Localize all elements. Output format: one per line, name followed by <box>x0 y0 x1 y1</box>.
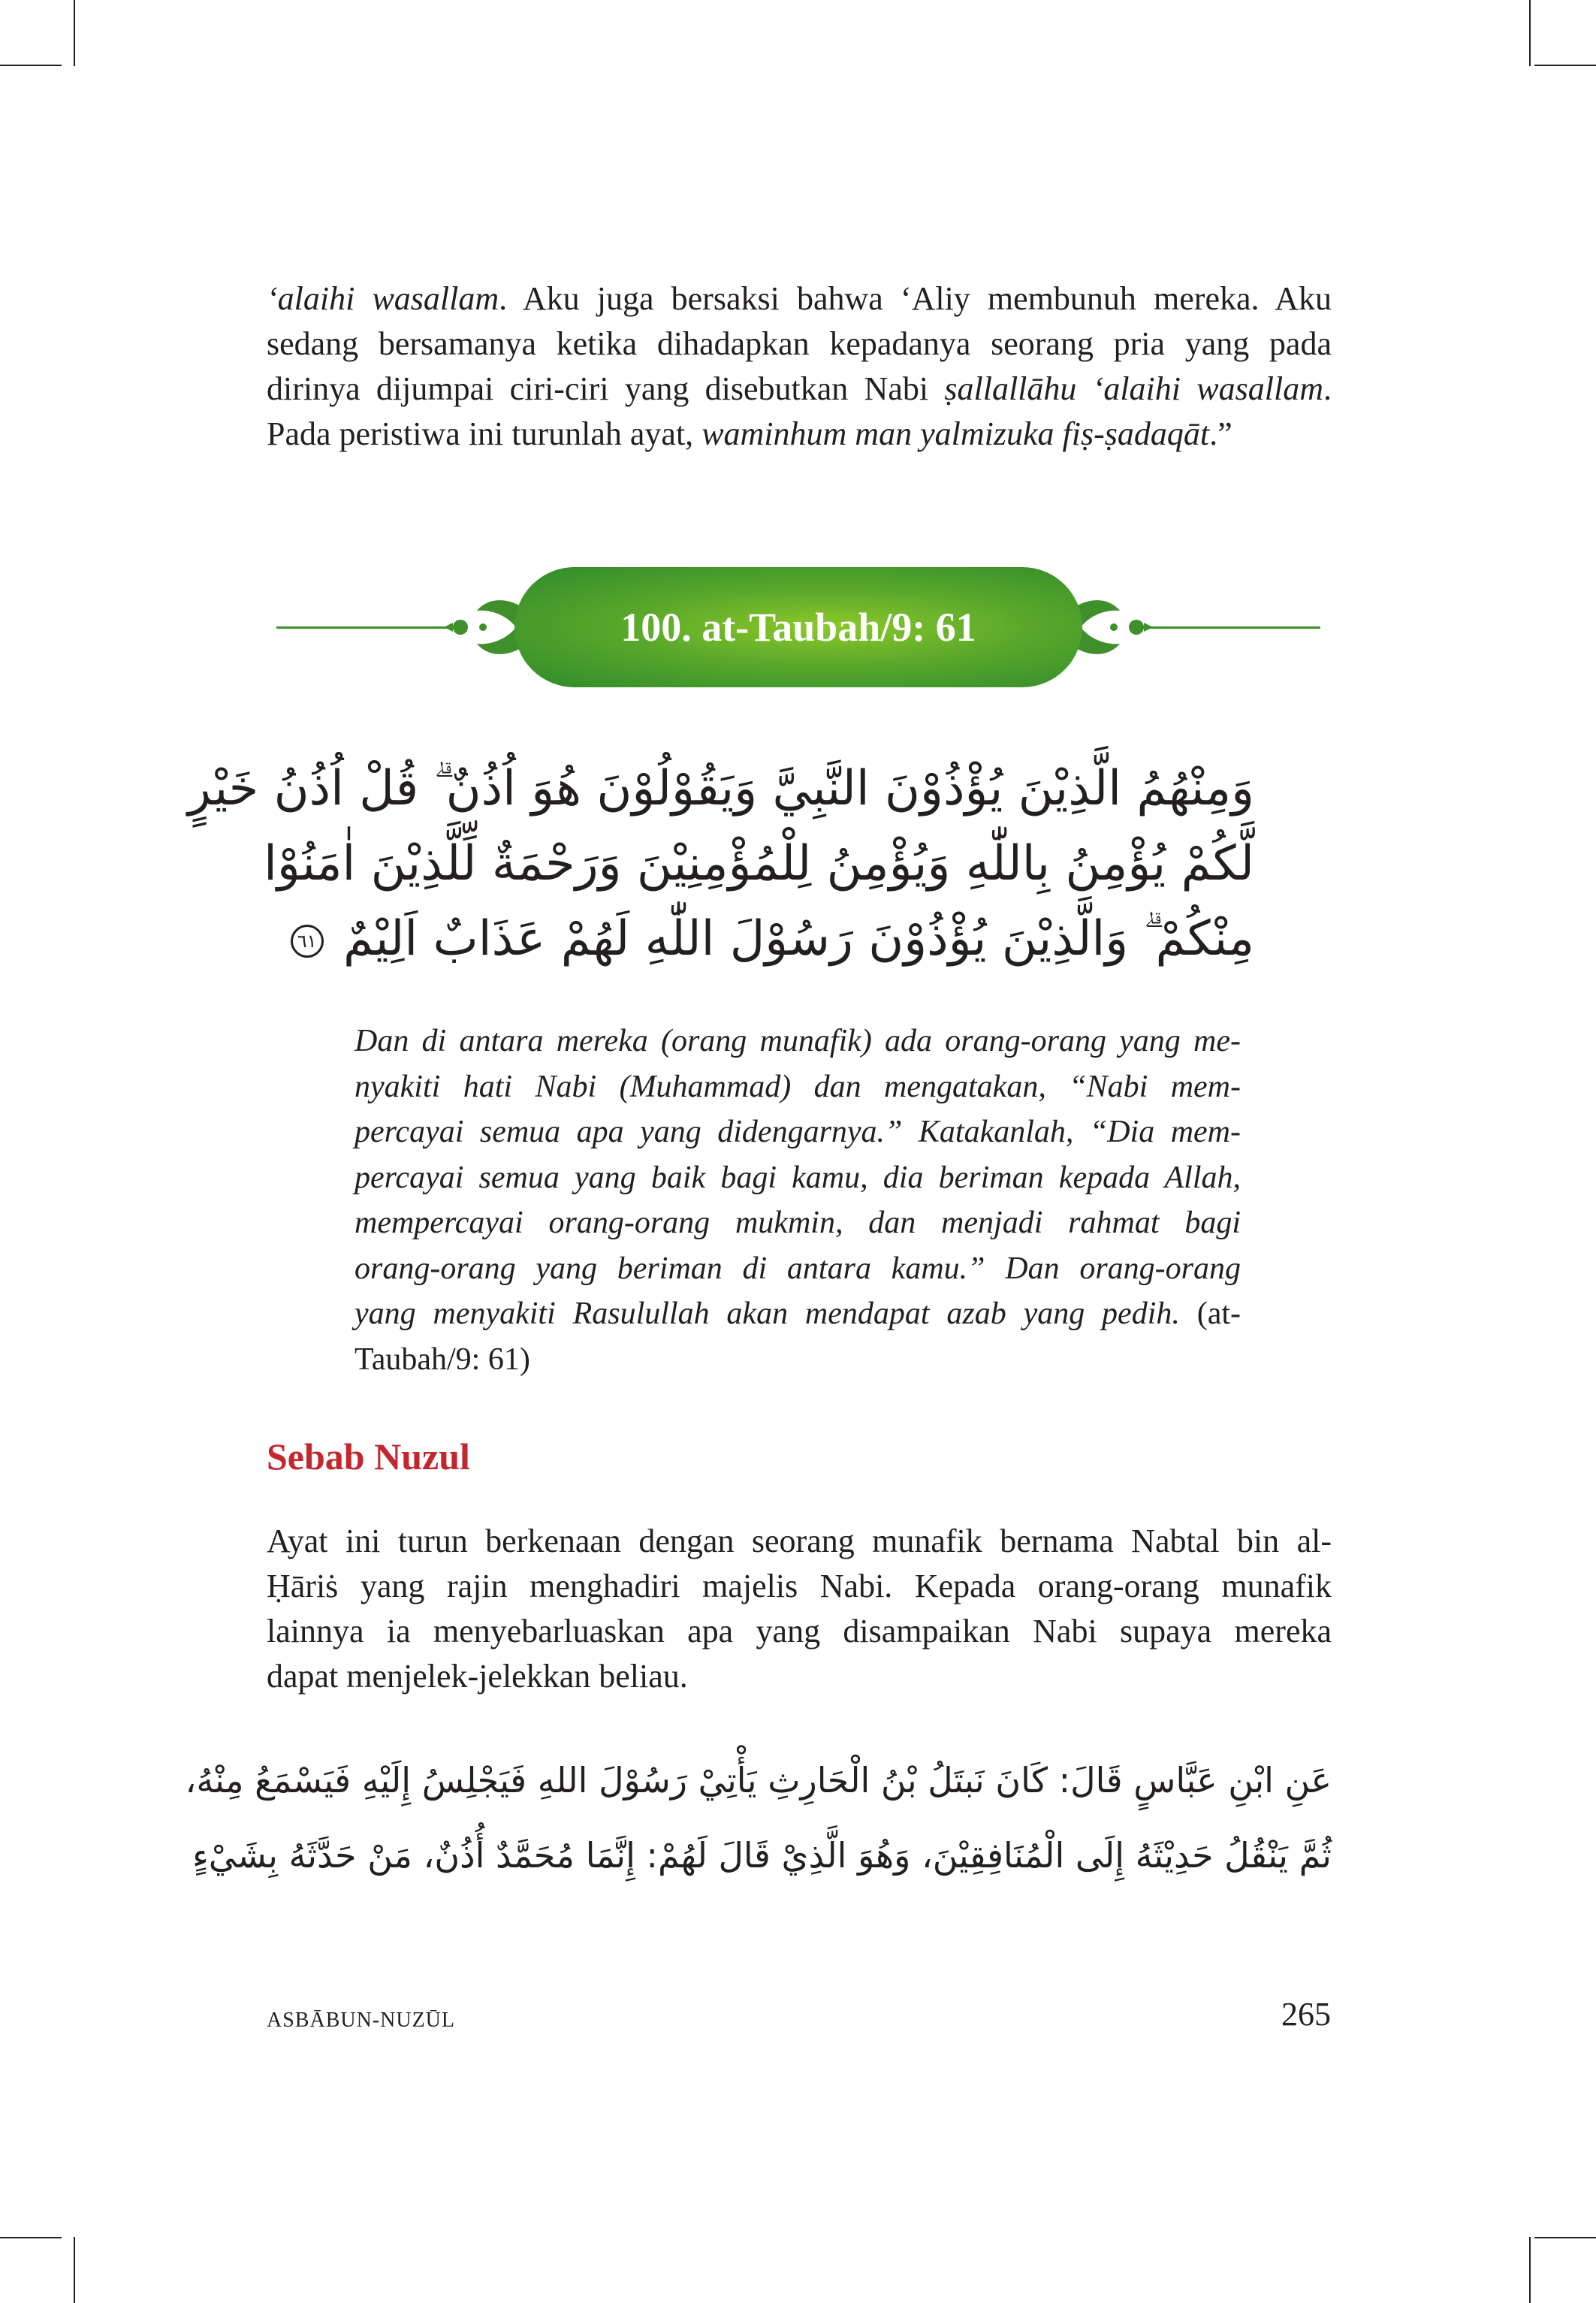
banner-rule-right <box>1133 626 1320 629</box>
crop-mark-bottom-right <box>1529 2237 1531 2303</box>
intro-line <box>267 367 1332 412</box>
quran-verse-line: لَّكُمْ يُؤْمِنُ بِاللّٰهِ وَيُؤْمِنُ لِلْمُؤْمِنِيْنَ وَرَحْمَةٌ لِّلَّذِيْنَ اٰمَنُوْا <box>264 836 1254 892</box>
body-line: Ayat ini turun berkenaan dengan seorang munafik bernama Nabtal bin al- <box>267 1523 1332 1559</box>
verse-reference: Taubah/9: 61) <box>354 1342 530 1377</box>
quran-verse-text: مِنْكُمْ ۗ وَالَّذِيْنَ يُؤْذُوْنَ رَسُوْلَ اللّٰهِ لَهُمْ عَذَابٌ اَلِيْمٌ <box>343 911 1254 967</box>
crop-mark-top-right <box>1529 0 1531 66</box>
crop-mark-bottom-right <box>1534 2237 1596 2238</box>
body-line: Ḥāriṡ yang rajin menghadiri majelis Nabi. Kepada orang-orang munafik <box>267 1568 1332 1604</box>
translation-line: mempercayai orang-orang mukmin, dan menjadi rahmat bagi <box>354 1206 1241 1240</box>
text-segment: . Aku juga bersaksi bahwa ‘Aliy membunuh mereka. Aku <box>499 280 1332 317</box>
body-line: lainnya ia menyebarluaskan apa yang disampaikan Nabi supaya mereka <box>267 1613 1332 1650</box>
crop-mark-bottom-left <box>74 2237 75 2303</box>
verse-reference: (at- <box>1196 1296 1241 1331</box>
intro-line <box>267 321 1332 367</box>
translation-text: yang menyakiti Rasulullah akan mendapat azab yang pedih. <box>354 1296 1180 1331</box>
translation-line <box>354 1291 1241 1337</box>
translation-line: Dan di antara mereka (orang munafik) ada orang-orang yang me- <box>354 1024 1241 1058</box>
text-segment: Pada peristiwa ini turunlah ayat, <box>267 415 702 452</box>
crop-mark-top-right <box>1534 65 1596 66</box>
quran-verse-line: وَمِنْهُمُ الَّذِيْنَ يُؤْذُوْنَ النَّبِيَّ وَيَقُوْلُوْنَ هُوَ اُذُنٌ ۗ قُلْ اُذُنُ خَيْرٍ <box>188 761 1254 816</box>
italic-phrase: ‘alaihi wasallam <box>267 280 499 317</box>
translation-line: orang-orang yang beriman di antara kamu.” Dan orang-orang <box>354 1251 1241 1286</box>
translation-line: percayai semua yang baik bagi kamu, dia beriman kepada Allah, <box>354 1160 1241 1195</box>
verse-title: 100. at-Taubah/9: 61 <box>514 567 1082 687</box>
crop-mark-top-left <box>0 65 62 66</box>
intro-line <box>267 276 1332 321</box>
text-segment: sedang bersamanya ketika dihadapkan kepadanya seorang pria yang pada <box>267 325 1332 362</box>
text-segment: .” <box>1209 415 1232 452</box>
hadith-line: ثُمَّ يَنْقُلُ حَدِيْثَهُ إِلَى الْمُنَافِقِيْنَ، وَهُوَ الَّذِيْ قَالَ لَهُمْ: إِنَّمَا مُحَمَّدٌ أُذُنٌ، مَنْ حَدَّثَهُ بِشَيْءٍ <box>192 1835 1332 1876</box>
ayah-number-marker: ٦١ <box>291 925 324 958</box>
section-heading: Sebab Nuzul <box>267 1435 470 1477</box>
text-segment: dirinya dijumpai ciri-ciri yang disebutkan Nabi <box>267 370 945 407</box>
verse-translation <box>354 1019 1241 1382</box>
text-segment: . <box>1323 370 1332 407</box>
hadith-arabic <box>185 1743 1332 1893</box>
italic-phrase: ṣallallāhu ‘alaihi wasallam <box>944 370 1323 407</box>
running-footer-title: ASBĀBUN-NUZŪL <box>267 2009 455 2032</box>
crop-mark-bottom-left <box>0 2237 62 2238</box>
quran-verse <box>188 751 1254 976</box>
quran-verse-line <box>297 901 1254 976</box>
crop-mark-top-left <box>74 0 75 66</box>
verse-title-banner <box>276 567 1320 687</box>
italic-phrase: waminhum man yalmizuka fiṣ-ṣadaqāt <box>701 415 1210 452</box>
intro-paragraph <box>267 276 1332 457</box>
banner-rule-left <box>276 626 464 629</box>
translation-line: percayai semua apa yang didengarnya.” Katakanlah, “Dia mem- <box>354 1115 1241 1149</box>
translation-line: nyakiti hati Nabi (Muhammad) dan mengatakan, “Nabi mem- <box>354 1069 1241 1104</box>
hadith-line: عَنِ ابْنِ عَبَّاسٍ قَالَ: كَانَ نَبتَلُ بْنُ الْحَارِثِ يَأْتِيْ رَسُوْلَ اللهِ فَيَجْلِسُ إِلَيْهِ فَيَسْمَعُ مِنْهُ، <box>185 1760 1332 1800</box>
page-number: 265 <box>1281 1996 1331 2033</box>
body-line: dapat menjelek-jelekkan beliau. <box>267 1658 688 1695</box>
body-paragraph <box>267 1519 1332 1699</box>
intro-line <box>267 412 1332 457</box>
